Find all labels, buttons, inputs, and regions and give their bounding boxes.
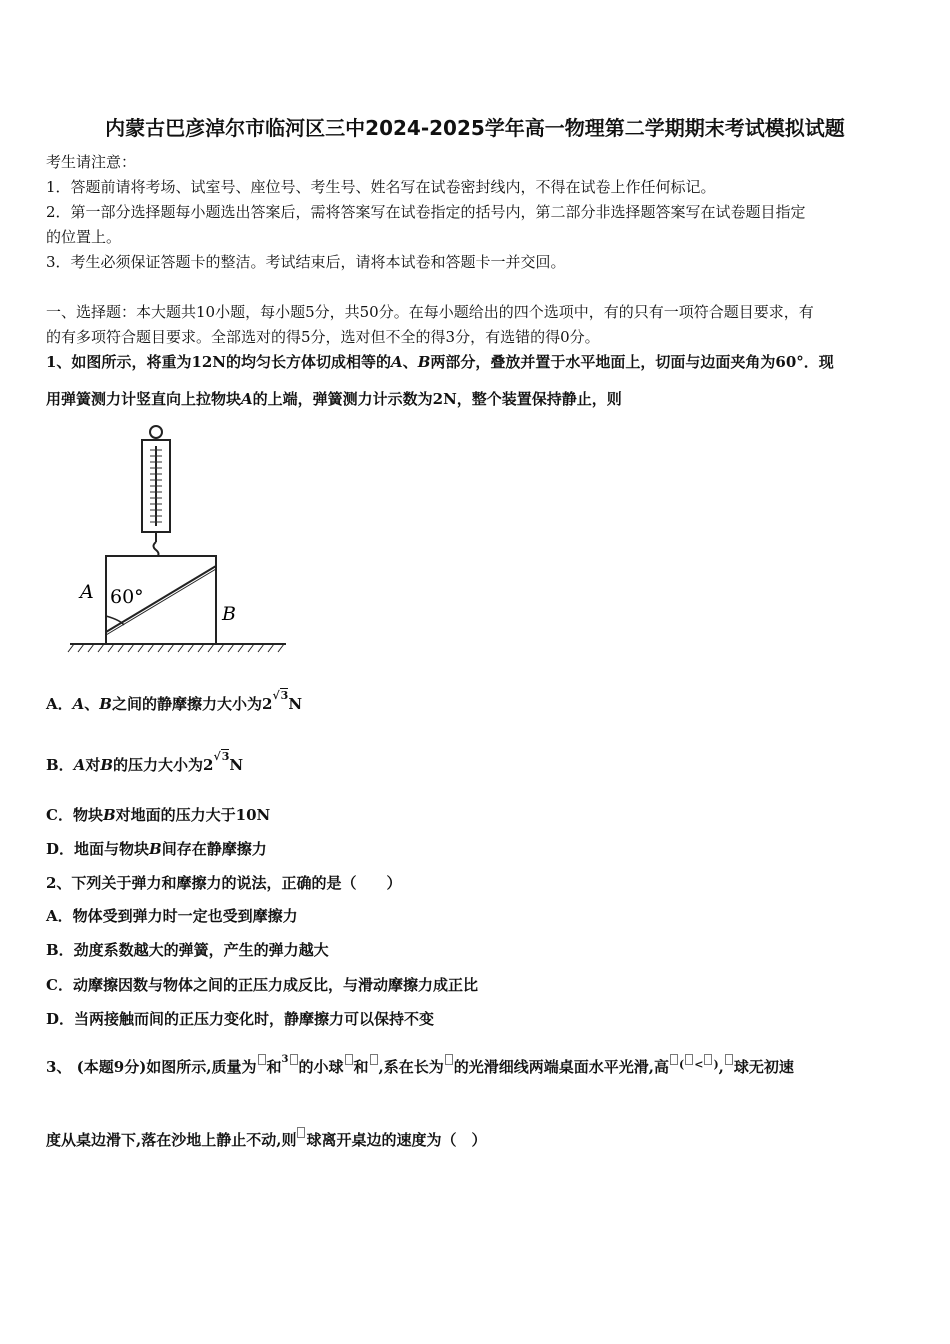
q1-text: 、 <box>402 353 418 371</box>
option-var: B <box>100 756 114 774</box>
page-title: 内蒙古巴彦淖尔市临河区三中2024-2025学年高一物理第二学期期末考试模拟试题 <box>105 116 845 140</box>
section-1-intro: 一、选择题：本大题共10小题，每小题5分，共50分。在每小题给出的四个选项中，有的只有一项符合题目要求，有 <box>46 303 814 321</box>
missing-symbol-icon <box>290 1054 298 1065</box>
option-text: 、 <box>84 695 100 713</box>
option-text: 对 <box>85 756 101 774</box>
block-b-label: B <box>222 603 236 625</box>
missing-symbol-icon <box>725 1054 733 1065</box>
missing-symbol-icon <box>445 1054 453 1065</box>
q3-sup: 3 <box>281 1054 289 1065</box>
angle-label: 60° <box>110 586 144 608</box>
q1-figure <box>66 420 306 664</box>
q2-stem: 2、下列关于弹力和摩擦力的说法，正确的是（ ） <box>46 874 402 892</box>
q3-text: 球无初速 <box>733 1058 794 1076</box>
option-text: 间存在静摩擦力 <box>161 840 267 858</box>
q1-text: 1、如图所示，将重为12N的均匀长方体切成相等的 <box>46 353 392 371</box>
block-a-label: A <box>80 581 94 603</box>
section-1-intro-cont: 的有多项符合题目要求。全部选对的得5分，选对但不全的得3分，有选错的得0分。 <box>46 328 600 346</box>
q3-paren: ( <box>679 1058 685 1071</box>
option-text: 之间的静摩擦力大小为2 <box>111 695 273 713</box>
missing-symbol-icon <box>345 1054 353 1065</box>
notice-item-2: 2．第一部分选择题每小题选出答案后，需将答案写在试卷指定的括号内，第二部分非选择题答案写在试卷题目指定 <box>46 203 806 221</box>
option-prefix: A． <box>46 695 73 713</box>
q3-stem-line2 <box>46 1130 486 1150</box>
q3-lt: < <box>694 1058 704 1071</box>
q3-stem-line1 <box>46 1054 794 1080</box>
notice-heading: 考生请注意： <box>46 153 137 171</box>
q1-label-a: A <box>241 390 253 408</box>
q1-label-a: A <box>391 353 403 371</box>
sqrt-value: 3 <box>221 750 230 763</box>
q2-option-d: D．当两接触而间的正压力变化时，静摩擦力可以保持不变 <box>46 1010 435 1028</box>
q1-label-b: B <box>417 353 431 371</box>
q1-option-c <box>46 805 270 825</box>
option-text: 对地面的压力大于10N <box>115 806 271 824</box>
q3-text: 和 <box>353 1058 369 1076</box>
option-var: B <box>99 695 112 713</box>
sqrt-value: 3 <box>280 689 289 702</box>
missing-symbol-icon <box>704 1054 712 1065</box>
missing-symbol-icon <box>370 1054 378 1065</box>
q1-option-d <box>46 839 267 859</box>
scale-ring <box>150 426 162 438</box>
option-var: A <box>72 695 85 713</box>
q3-text: 球离开桌边的速度为（ ） <box>306 1131 487 1149</box>
option-prefix: C．物块 <box>46 806 103 824</box>
missing-symbol-icon <box>670 1054 678 1065</box>
option-prefix: D．地面与物块 <box>46 840 150 858</box>
notice-item-1: 1．答题前请将考场、试室号、座位号、考生号、姓名写在试卷密封线内，不得在试卷上作任何标记。 <box>46 178 716 196</box>
q3-text: 的小球 <box>298 1058 344 1076</box>
q3-text: ,系在长为 <box>378 1058 444 1076</box>
q3-paren: ) <box>713 1058 719 1071</box>
q2-option-b: B．劲度系数越大的弹簧，产生的弹力越大 <box>46 941 329 959</box>
option-prefix: B． <box>46 756 74 774</box>
q2-option-a: A．物体受到弹力时一定也受到摩擦力 <box>46 907 298 925</box>
q3-text: 3、 (本题9分)如图所示,质量为 <box>46 1058 257 1076</box>
notice-item-3: 3．考生必须保证答题卡的整洁。考试结束后，请将本试卷和答题卡一并交回。 <box>46 253 566 271</box>
option-unit: N <box>288 695 303 713</box>
missing-symbol-icon <box>297 1127 305 1138</box>
option-text: 的压力大小为2 <box>113 756 214 774</box>
q1-stem-line2 <box>46 389 622 409</box>
option-var: B <box>149 840 162 858</box>
notice-item-2-cont: 的位置上。 <box>46 228 122 246</box>
spring-scale-block-diagram <box>66 420 306 660</box>
q1-text: 两部分，叠放并置于水平地面上，切面与边面夹角为60°．现 <box>430 353 834 371</box>
q1-option-b <box>46 750 244 777</box>
q3-text: 的光滑细线两端桌面水平光滑,高 <box>453 1058 669 1076</box>
q3-text: 和 <box>266 1058 282 1076</box>
sqrt-symbol: √3 <box>272 689 289 702</box>
missing-symbol-icon <box>685 1054 693 1065</box>
option-var: B <box>102 806 116 824</box>
missing-symbol-icon <box>258 1054 266 1065</box>
q1-option-a <box>46 689 303 716</box>
q2-option-c: C．动摩擦因数与物体之间的正压力成反比，与滑动摩擦力成正比 <box>46 976 478 994</box>
q3-text: 度从桌边滑下,落在沙地上静止不动,则 <box>46 1131 297 1149</box>
option-unit: N <box>229 756 244 774</box>
option-var: A <box>73 756 86 774</box>
q1-text: 的上端，弹簧测力计示数为2N，整个装置保持静止，则 <box>252 390 622 408</box>
q1-text: 用弹簧测力计竖直向上拉物块 <box>46 390 242 408</box>
q1-stem-line1 <box>46 352 834 372</box>
sqrt-symbol: √3 <box>213 750 230 763</box>
q3-text: , <box>718 1058 724 1076</box>
